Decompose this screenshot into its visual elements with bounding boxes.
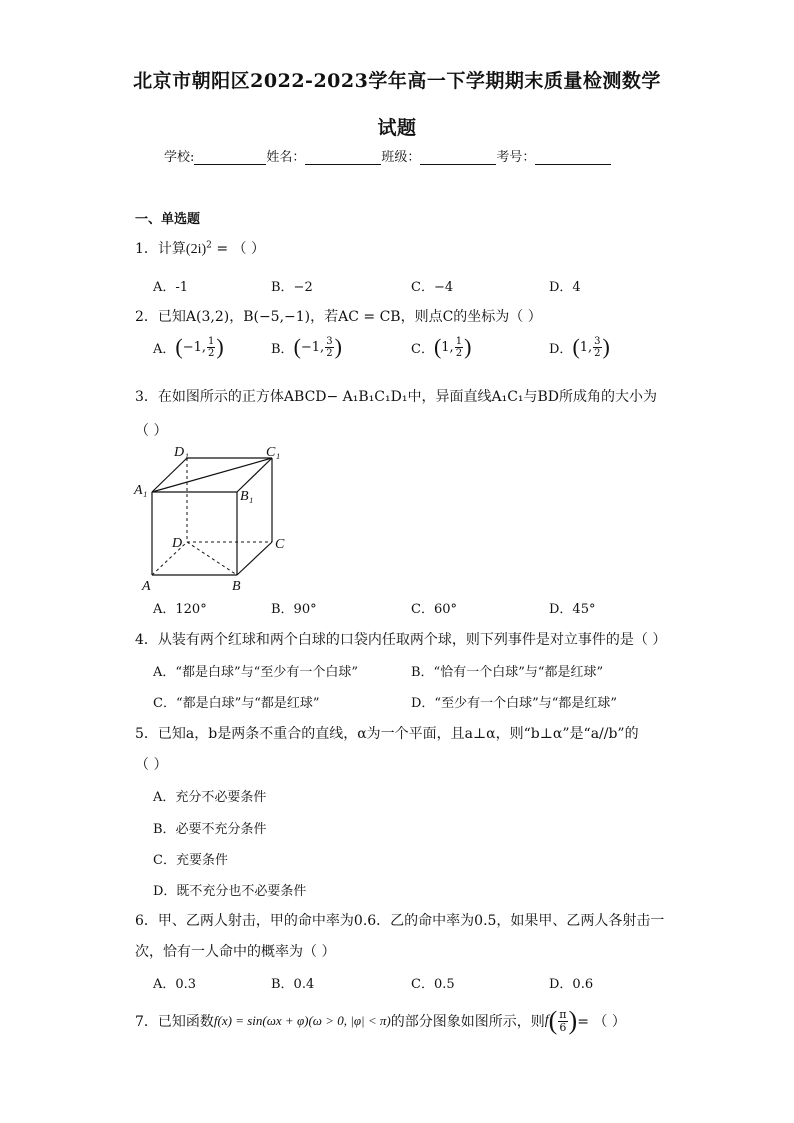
q2-option-c-label: C．: [411, 341, 434, 357]
q1-suffix: = （ ）: [211, 241, 265, 257]
diagonal-bd-hidden: [187, 542, 237, 575]
class-label: 班级：: [381, 150, 421, 165]
q2-option-d[interactable]: [549, 334, 610, 360]
q2-option-b-den: 2: [326, 347, 333, 359]
q1-expr: (2i): [185, 242, 207, 257]
question-2: 2．已知A(3,2)，B(−5,−1)，若AC = CB，则点C的坐标为（ ）: [135, 309, 542, 325]
q5-option-a[interactable]: A．充分不必要条件: [153, 790, 267, 805]
q1-prefix: 1．计算: [135, 241, 186, 257]
name-blank[interactable]: [305, 150, 381, 165]
q3-option-c[interactable]: C．60°: [411, 602, 457, 617]
id-blank[interactable]: [535, 150, 611, 165]
q5-option-b[interactable]: B．必要不充分条件: [153, 822, 267, 837]
q2-option-a-label: A．: [153, 341, 176, 357]
q2-option-c-int: 1,: [441, 339, 454, 355]
q4-option-c[interactable]: C．“都是白球”与“都是红球”: [153, 696, 320, 711]
q2-option-d-lparen: (: [572, 334, 580, 359]
question-4: 4．从装有两个红球和两个白球的口袋内任取两个球，则下列事件是对立事件的是（ ）: [135, 632, 667, 648]
q3-option-d[interactable]: D．45°: [549, 602, 596, 617]
q2-option-a-den: 2: [208, 347, 215, 359]
question-3: 3．在如图所示的正方体ABCD− A₁B₁C₁D₁中，异面直线A₁C₁与BD所成角的大小为: [135, 389, 658, 405]
q2-option-c[interactable]: [411, 334, 471, 360]
label-a1: A₁: [134, 483, 148, 498]
label-a: A: [142, 579, 151, 594]
label-d1: D₁: [174, 445, 189, 460]
section-heading: 一、单选题: [135, 212, 201, 227]
q1-sup: 2: [206, 240, 212, 251]
question-5: 5．已知a，b是两条不重合的直线，α为一个平面，且a⊥α，则“b⊥α”是“a//b”的: [135, 726, 639, 742]
q5-option-c[interactable]: C．充要条件: [153, 853, 228, 868]
question-6-line2: 次，恰有一人命中的概率为（ ）: [135, 944, 336, 960]
q2-option-d-den: 2: [594, 347, 601, 359]
q1-option-d[interactable]: D．4: [549, 280, 581, 295]
page-title-line2: 试题: [377, 117, 417, 139]
name-label: 姓名：: [266, 150, 306, 165]
q2-option-b-rparen: ): [334, 334, 342, 359]
q7-func: f(x) = sin(ωx + φ)(ω > 0, |φ| < π): [213, 1013, 391, 1028]
q2-option-b-label: B．: [271, 341, 294, 357]
q2-option-a-rparen: ): [216, 334, 224, 359]
q7-rparen: ): [568, 1006, 578, 1035]
edge-bc: [237, 542, 272, 575]
q2-option-d-frac: [593, 336, 601, 359]
question-7: [135, 1006, 626, 1036]
q6-option-d[interactable]: D．0.6: [549, 977, 594, 992]
q7-prefix: 7．已知函数: [135, 1014, 214, 1030]
q6-option-b[interactable]: B．0.4: [271, 977, 315, 992]
q2-option-a-frac: [207, 336, 215, 359]
student-info-row: [164, 146, 611, 165]
label-c1: C₁: [266, 445, 281, 460]
q7-frac: [558, 1009, 567, 1034]
q4-option-d[interactable]: D．“至少有一个白球”与“都是红球”: [411, 696, 618, 711]
q3-option-a[interactable]: A．120°: [153, 602, 207, 617]
q7-frac-num: π: [559, 1007, 567, 1021]
q2-option-d-rparen: ): [602, 334, 610, 359]
q6-option-a[interactable]: A．0.3: [153, 977, 197, 992]
q2-option-a-lparen: (: [175, 334, 183, 359]
q4-option-a[interactable]: A．“都是白球”与“至少有一个白球”: [153, 665, 358, 680]
q2-option-c-frac: [455, 336, 463, 359]
q1-option-c[interactable]: C．−4: [411, 280, 454, 295]
page-title-line1: 北京市朝阳区2022-2023学年高一下学期期末质量检测数学: [133, 70, 661, 92]
q2-option-c-lparen: (: [433, 334, 442, 359]
q2-option-d-int: 1,: [579, 339, 593, 355]
q2-option-b-num: 3: [326, 335, 333, 347]
q7-frac-den: 6: [559, 1020, 567, 1034]
q7-mid: 的部分图象如图所示，则: [390, 1014, 545, 1030]
label-c: C: [275, 537, 285, 552]
q2-option-b[interactable]: [271, 334, 342, 360]
q2-option-a-num: 1: [208, 335, 215, 347]
q2-option-a[interactable]: [153, 334, 224, 360]
q2-option-b-frac: [325, 336, 333, 359]
q1-option-b[interactable]: B．−2: [271, 280, 313, 295]
q2-option-c-rparen: ): [464, 334, 472, 359]
q3-option-b[interactable]: B．90°: [271, 602, 317, 617]
q1-option-a[interactable]: A．-1: [153, 280, 189, 295]
q2-option-c-den: 2: [455, 347, 463, 359]
question-6-line1: 6．甲、乙两人射击，甲的命中率为0.6．乙的命中率为0.5，如果甲、乙两人各射击一: [135, 913, 665, 929]
label-d: D: [172, 536, 183, 551]
school-blank[interactable]: [194, 150, 266, 165]
q7-suffix: = （ ）: [577, 1014, 626, 1030]
q3-paren: （ ）: [135, 423, 168, 439]
class-blank[interactable]: [420, 150, 496, 165]
q2-option-d-label: D．: [549, 341, 573, 357]
q2-option-a-int: −1,: [182, 339, 207, 355]
q4-option-b[interactable]: B．“恰有一个白球”与“都是红球”: [411, 665, 604, 680]
school-label: 学校:: [164, 150, 195, 165]
q2-option-c-num: 1: [455, 335, 463, 347]
cube-figure: [132, 440, 302, 595]
q2-option-d-num: 3: [594, 335, 601, 347]
q7-f: f: [544, 1013, 549, 1028]
id-label: 考号：: [496, 150, 536, 165]
q2-option-b-lparen: (: [293, 334, 301, 359]
label-b: B: [232, 579, 241, 594]
q6-option-c[interactable]: C．0.5: [411, 977, 455, 992]
question-1: [135, 238, 265, 258]
q7-lparen: (: [548, 1006, 558, 1035]
q5-paren: （ ）: [135, 757, 168, 773]
q5-option-d[interactable]: D．既不充分也不必要条件: [153, 884, 307, 899]
label-b1: B₁: [240, 489, 254, 504]
q2-option-b-int: −1,: [300, 339, 325, 355]
